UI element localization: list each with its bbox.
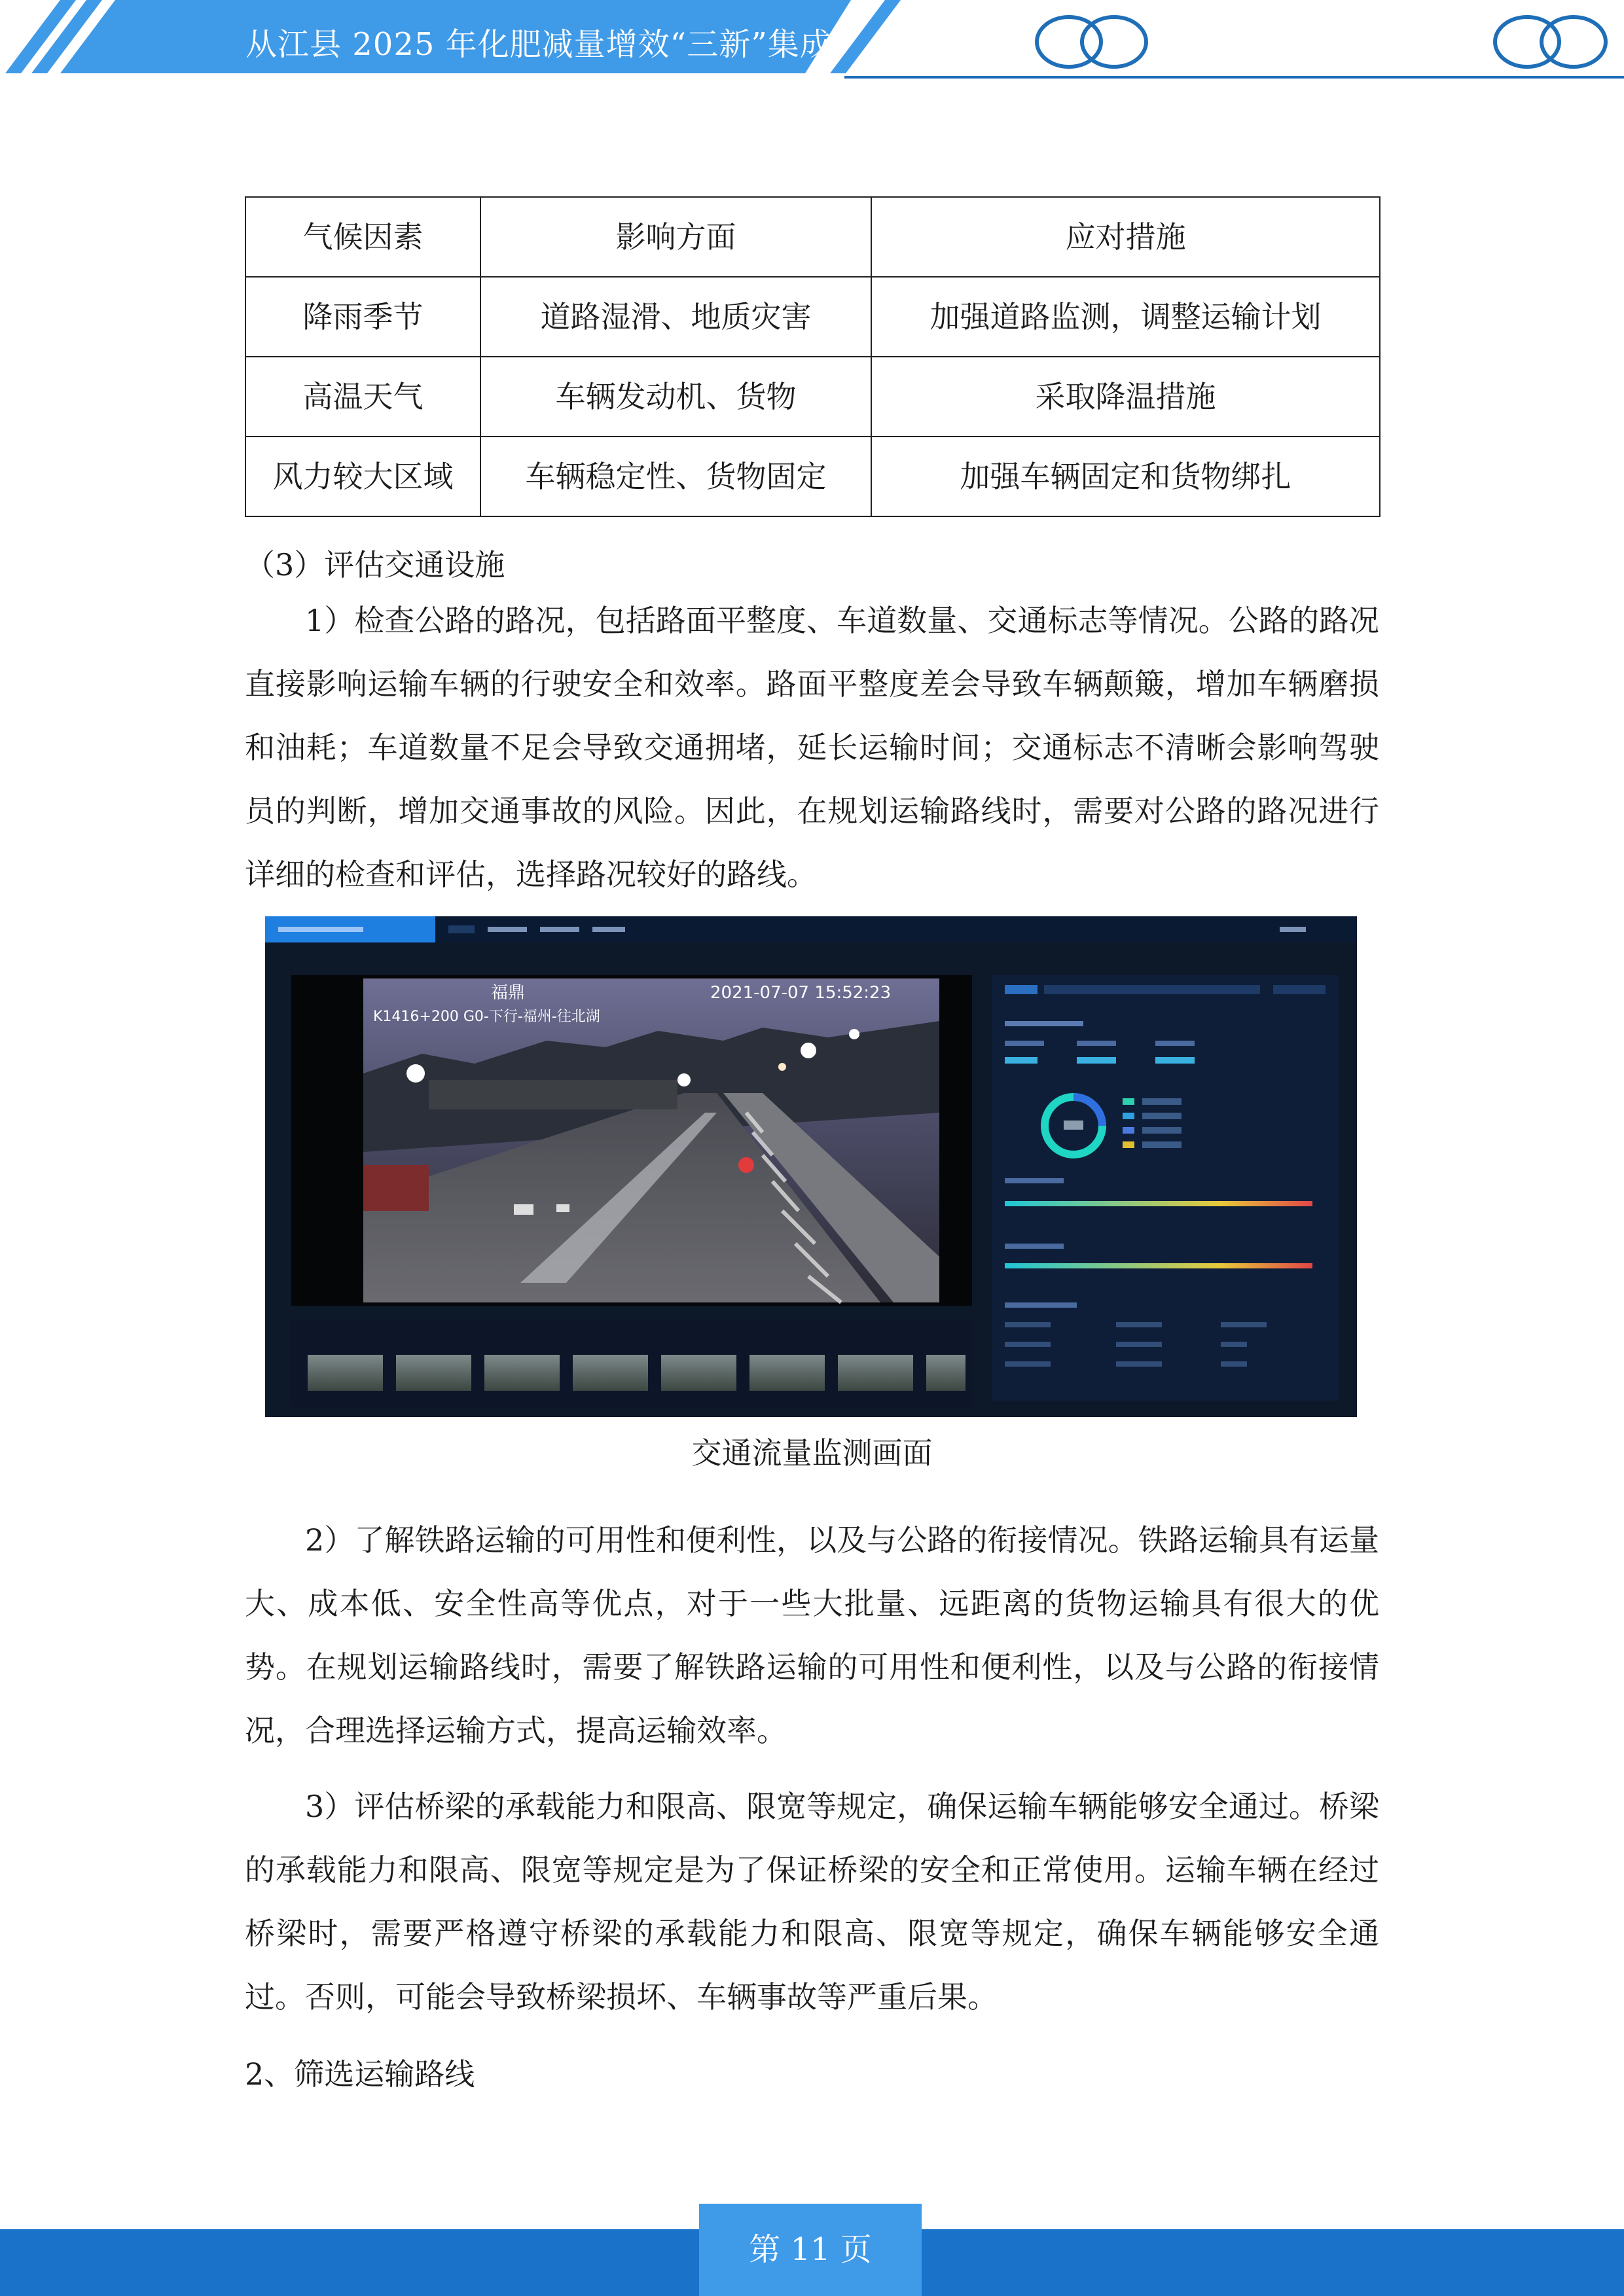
table-cell: 加强车辆固定和货物绑扎 [871,437,1380,516]
table-header-cell: 影响方面 [480,197,871,277]
table-header-cell: 气候因素 [245,197,480,277]
video-timestamp: 2021-07-07 15:52:23 [710,983,892,1003]
table-cell: 采取降温措施 [871,357,1380,437]
logo-rings-icon [1495,17,1606,67]
table-cell: 高温天气 [245,357,480,437]
traffic-monitoring-figure [265,916,1357,1417]
camera-thumbnail-strip [308,1355,965,1391]
table-cell: 加强道路监测，调整运输计划 [871,277,1380,357]
body-paragraph: 1）检查公路的路况，包括路面平整度、车道数量、交通标志等情况。公路的路况直接影响运输车辆的行驶安全和效率。路面平整度差会导致车辆颠簸，增加车辆磨损和油耗；车道数量不足会导致交通拥堵，延长运输时间；交通标志不清晰会影响驾驶员的判断，增加交通事故的风险。因此，在规划运输路线时，需要对公路的路况进行详细的检查和评估，选择路况较好的路线。 [245,603,1379,892]
table-cell: 风力较大区域 [245,437,480,516]
climate-factor-table [245,196,1380,517]
traffic-monitoring-screenshot [265,916,1357,1417]
body-paragraph: 3）评估桥梁的承载能力和限高、限宽等规定，确保运输车辆能够安全通过。桥梁的承载能力和限高、限宽等规定是为了保证桥梁的安全和正常使用。运输车辆在经过桥梁时，需要严格遵守桥梁的承载能力和限高、限宽等规定，确保车辆能够安全通过。否则，可能会导致桥梁损坏、车辆事故等严重后果。 [245,1789,1379,2015]
section-heading: （3）评估交通设施 [245,547,505,583]
video-location-label: K1416+200 G0-下行-福州-往北湖 [373,1009,600,1025]
table-row [245,277,1380,357]
page-number: 第 11 页 [749,2231,872,2268]
table-row [245,437,1380,516]
body-paragraph: 2）了解铁路运输的可用性和便利性，以及与公路的衔接情况。铁路运输具有运量大、成本低、安全性高等优点，对于一些大批量、远距离的货物运输具有很大的优势。在规划运输路线时，需要了解铁路运输的可用性和便利性，以及与公路的衔接情况，合理选择运输方式，提高运输效率。 [245,1522,1379,1748]
table-row [245,357,1380,437]
table-cell: 车辆发动机、货物 [480,357,871,437]
table-cell: 道路湿滑、地质灾害 [480,277,871,357]
table-header-cell: 应对措施 [871,197,1380,277]
page-header [0,0,1624,85]
table-header-row [245,197,1380,277]
header-title: 从江县 2025 年化肥减量增效“三新”集成 [245,26,832,63]
table-cell: 车辆稳定性、货物固定 [480,437,871,516]
subsection-heading: 2、筛选运输路线 [245,2056,475,2092]
figure-caption: 交通流量监测画面 [691,1435,933,1471]
logo-rings-icon [1037,17,1146,67]
table-cell: 降雨季节 [245,277,480,357]
video-overlay-label: 福鼎 [491,983,526,1003]
